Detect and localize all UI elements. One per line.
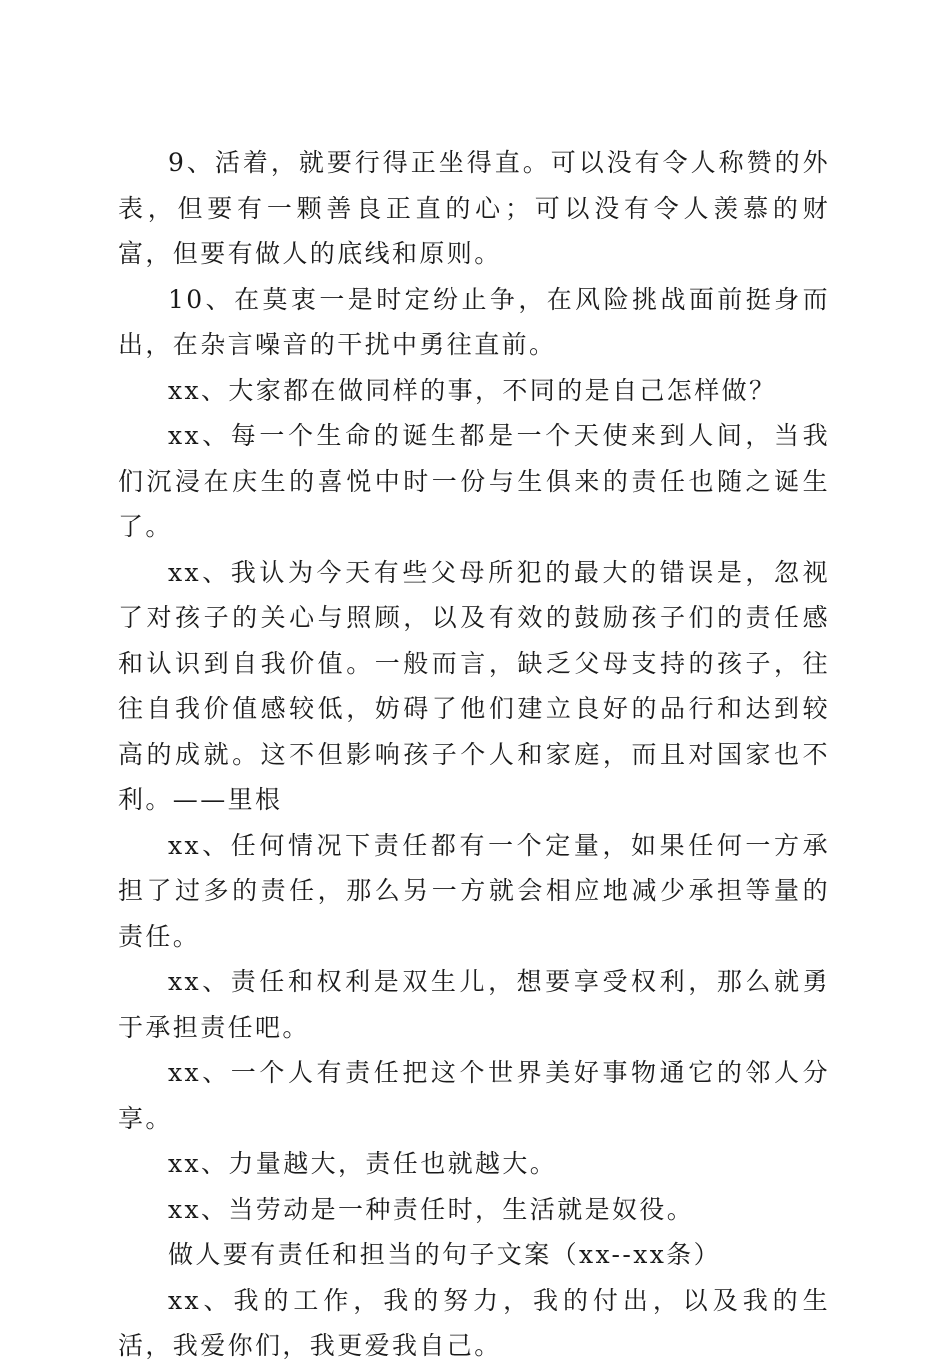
paragraph-rights: xx、责任和权利是双生儿，想要享受权利，那么就勇于承担责任吧。: [118, 967, 830, 1042]
paragraph-9: 9、活着，就要行得正坐得直。可以没有令人称赞的外表，但要有一颗善良正直的心；可以没有令人羡慕的财富，但要有做人的底线和原则。: [118, 148, 830, 268]
paragraph-power: xx、力量越大，责任也就越大。: [168, 1149, 558, 1178]
document-body: [118, 140, 830, 1369]
section-heading: 做人要有责任和担当的句子文案（xx--xx条）: [168, 1240, 722, 1269]
paragraph-10: 10、在莫衷一是时定纷止争，在风险挑战面前挺身而出，在杂言噪音的干扰中勇往直前。: [118, 284, 830, 359]
paragraph-share: xx、一个人有责任把这个世界美好事物通它的邻人分享。: [118, 1058, 830, 1133]
paragraph-reagan-quote: xx、我认为今天有些父母所犯的最大的错误是，忽视了对孩子的关心与照顾，以及有效的鼓励孩子们的责任感和认识到自我价值。一般而言，缺乏父母支持的孩子，往往自我价值感较低，妨碍了他们建立良好的品行和达到较高的成就。这不但影响孩子个人和家庭，而且对国家也不利。——里根: [118, 557, 830, 814]
paragraph-my-work: xx、我的工作，我的努力，我的付出，以及我的生活，我爱你们，我更爱我自己。: [118, 1285, 830, 1360]
paragraph-birth: xx、每一个生命的诞生都是一个天使来到人间，当我们沉浸在庆生的喜悦中时一份与生俱来的责任也随之诞生了。: [118, 421, 830, 541]
paragraph-labor: xx、当劳动是一种责任时，生活就是奴役。: [168, 1194, 695, 1224]
paragraph-same-thing: xx、大家都在做同样的事，不同的是自己怎样做？: [168, 375, 777, 405]
paragraph-fixed-amount: xx、任何情况下责任都有一个定量，如果任何一方承担了过多的责任，那么另一方就会相应地减少承担等量的责任。: [118, 830, 830, 951]
